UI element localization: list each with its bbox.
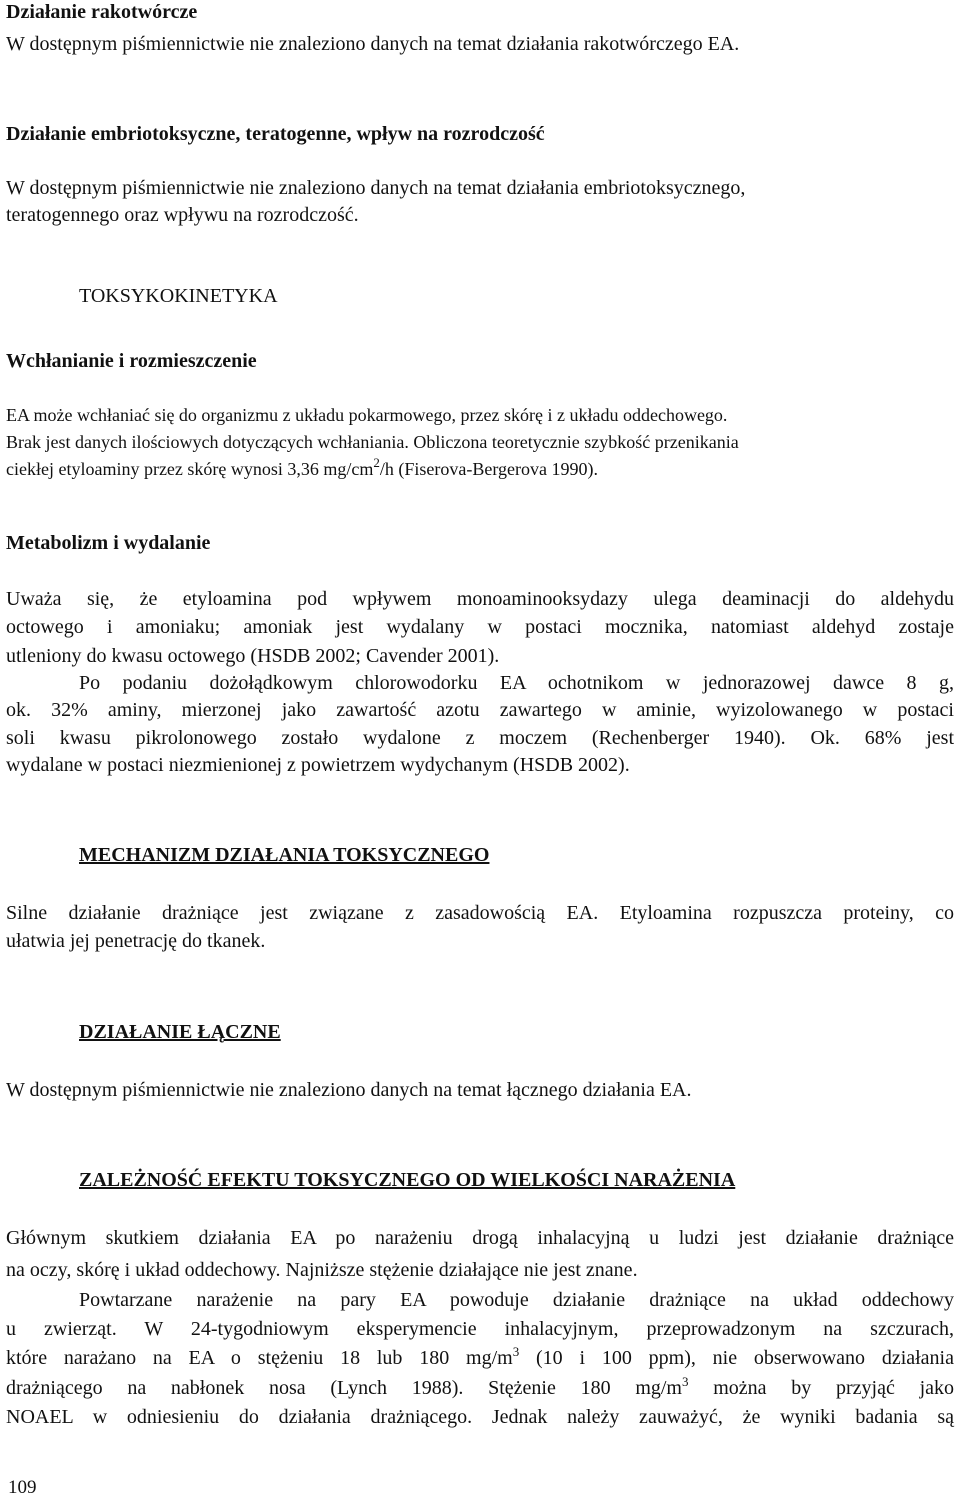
- carcinogenic-text: W dostępnym piśmiennictwie nie znaleziono danych na temat działania rakotwórczego EA.: [6, 33, 740, 55]
- heading-absorption: Wchłanianie i rozmieszczenie: [6, 350, 257, 372]
- mechanism-line-1: Silne działanie drażniące jest związane z zasadowością EA. Etyloamina rozpuszcza proteiny, co: [6, 902, 954, 924]
- heading-toxicokinetics: TOKSYKOKINETYKA: [79, 285, 278, 307]
- heading-embryotoxic: Działanie embriotoksyczne, teratogenne, wpływ na rozrodczość: [6, 123, 545, 145]
- metabolism-line-6: soli kwasu pikrolonowego zostało wydalone z moczem (Rechenberger 1940). Ok. 68% jest: [6, 727, 954, 749]
- mechanism-line-2: ułatwia jej penetrację do tkanek.: [6, 930, 266, 952]
- dose-effect-line-2: na oczy, skórę i układ oddechowy. Najniższe stężenie działające nie jest znane.: [6, 1259, 638, 1281]
- metabolism-line-1: Uważa się, że etyloamina pod wpływem monoaminooksydazy ulega deaminacji do aldehydu: [6, 588, 954, 610]
- metabolism-line-4: Po podaniu dożołądkowym chlorowodorku EA ochotnikom w jednorazowej dawce 8 g,: [79, 672, 954, 694]
- absorption-line-1: EA może wchłaniać się do organizmu z układu pokarmowego, przez skórę i z układu oddechowego.: [6, 405, 728, 425]
- heading-mechanism: MECHANIZM DZIAŁANIA TOKSYCZNEGO: [79, 844, 490, 866]
- page-number: 109: [8, 1477, 37, 1498]
- metabolism-line-2: octowego i amoniaku; amoniak jest wydalany w postaci mocznika, natomiast aldehyd zostaje: [6, 616, 954, 638]
- embryotoxic-line-1: W dostępnym piśmiennictwie nie znaleziono danych na temat działania embriotoksycznego,: [6, 177, 746, 199]
- embryotoxic-line-2: teratogennego oraz wpływu na rozrodczość.: [6, 204, 359, 226]
- heading-metabolism: Metabolizm i wydalanie: [6, 532, 211, 554]
- absorption-line-3: ciekłej etyloaminy przez skórę wynosi 3,36 $mg/cm^2/h$ (Fiserova-Bergerova 1990).: [6, 455, 599, 479]
- dose-effect-line-3: Powtarzane narażenie na pary EA powoduje działanie drażniące na układ oddechowy: [79, 1289, 954, 1311]
- combined-text: W dostępnym piśmiennictwie nie znaleziono danych na temat łącznego działania EA.: [6, 1079, 692, 1101]
- metabolism-line-3: utleniony do kwasu octowego (HSDB 2002; Cavender 2001).: [6, 645, 500, 667]
- heading-carcinogenic: Działanie rakotwórcze: [6, 1, 198, 23]
- dose-effect-line-6: drażniącego na nabłonek nosa (Lynch 1988). Stężenie 180 $mg/m^3$ można by przyjąć jako: [6, 1374, 954, 1399]
- dose-effect-line-4: u zwierząt. W 24-tygodniowym eksperymencie inhalacyjnym, przeprowadzonym na szczurach,: [6, 1318, 954, 1340]
- absorption-line-2: Brak jest danych ilościowych dotyczących wchłaniania. Obliczona teoretycznie szybkość przenikania: [6, 432, 739, 452]
- heading-combined: DZIAŁANIE ŁĄCZNE: [79, 1021, 281, 1043]
- dose-effect-line-7: NOAEL w odniesieniu do działania drażniącego. Jednak należy zauważyć, że wyniki badania są: [6, 1406, 954, 1428]
- metabolism-line-7: wydalane w postaci niezmienionej z powietrzem wydychanym (HSDB 2002).: [6, 754, 630, 776]
- dose-effect-line-5: które narażano na EA o stężeniu 18 lub 180 $mg/m^3$ (10 i 100 ppm), nie obserwowano działania: [6, 1344, 954, 1369]
- metabolism-line-5: ok. 32% aminy, mierzonej jako zawartość azotu zawartego w aminie, wyizolowanego w postaci: [6, 699, 954, 721]
- heading-dose-effect: ZALEŻNOŚĆ EFEKTU TOKSYCZNEGO OD WIELKOŚCI NARAŻENIA: [79, 1169, 736, 1191]
- dose-effect-line-1: Głównym skutkiem działania EA po narażeniu drogą inhalacyjną u ludzi jest działanie drażniące: [6, 1227, 954, 1249]
